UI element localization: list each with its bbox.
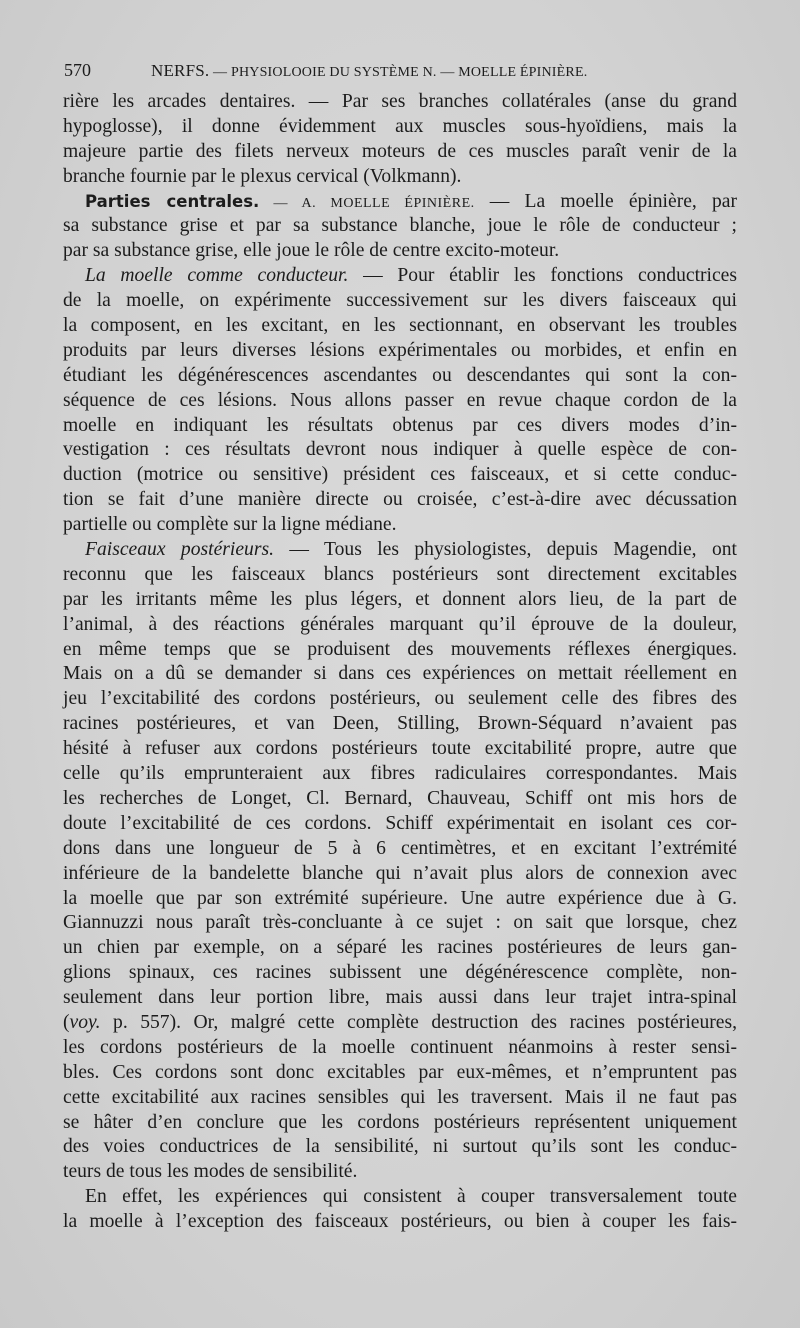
- running-header: [64, 60, 736, 84]
- open-paren: (: [63, 1011, 70, 1033]
- text-line: des voies conductrices de la sensibilité, ni surtout qu’ils sont les conduc-: [63, 1136, 737, 1158]
- text-line: Giannuzzi nous paraît très-concluante à ce sujet : on sait que lorsque, chez: [63, 912, 737, 934]
- text-line: glions spinaux, ces racines subissent une dégénérescence complète, non-: [63, 962, 737, 984]
- text-line: en même temps que se produisent des mouvements réflexes énergiques.: [63, 638, 737, 660]
- text-line: racines postérieures, et van Deen, Stilling, Brown-Séquard n’avaient pas: [63, 713, 737, 735]
- text-line: doute l’excitabilité de ces cordons. Schiff expérimentait en isolant ces cor-: [63, 812, 737, 834]
- text-line: inférieure de la bandelette blanche qui n’avait plus alors de connexion avec: [63, 862, 737, 884]
- running-title-section: — PHYSIOLOOIE DU SYSTÈME N. — MOELLE ÉPINIÈRE.: [209, 65, 588, 80]
- text-line: moelle en indiquant les résultats obtenus par ces divers modes d’in-: [63, 414, 737, 436]
- text-line: par sa substance grise, elle joue le rôle de centre excito-moteur.: [63, 240, 560, 262]
- text-line: bles. Ces cordons sont donc excitables par eux-mêmes, et n’empruntent pas: [63, 1061, 737, 1083]
- text-line: de la moelle, on expérimente successivement sur les divers faisceaux qui: [63, 290, 737, 312]
- paragraph-heading-line: [63, 264, 737, 289]
- text-line: seulement dans leur portion libre, mais aussi dans leur trajet intra-spinal: [63, 987, 737, 1009]
- text-line: produits par leurs diverses lésions expérimentales ou morbides, et enfin en: [63, 339, 737, 361]
- text-line: se hâter d’en conclure que les cordons postérieurs représentent uniquement: [63, 1111, 737, 1133]
- text-line: jeu l’excitabilité des cordons postérieurs, ou seulement celle des fibres des: [63, 688, 737, 710]
- page-number: 570: [64, 60, 91, 80]
- text-line: Mais on a dû se demander si dans ces expériences on mettait réellement en: [63, 663, 737, 685]
- text-line: dons dans une longueur de 5 à 6 centimètres, et en excitant l’extrémité: [63, 837, 737, 859]
- text-line: celle qu’ils emprunteraient aux fibres radiculaires correspondantes. Mais: [63, 763, 737, 785]
- text-line: les cordons postérieurs de la moelle continuent néanmoins à rester sensi-: [63, 1036, 737, 1058]
- text-line: étudiant les dégénérescences ascendantes ou descendantes qui sont la con-: [63, 364, 737, 386]
- paragraph-line-rest: — Tous les physiologistes, depuis Magendie, ont: [273, 539, 737, 561]
- section-heading: Parties centrales.: [85, 191, 260, 211]
- text-line: par les irritants même les plus légers, et donnent alors lieu, de la part de: [63, 588, 737, 610]
- text-line: un chien par exemple, on a séparé les racines postérieures de leurs gan-: [63, 937, 737, 959]
- body-text: [63, 90, 737, 1235]
- citation-line: [63, 1011, 737, 1036]
- paragraph-line-rest: — Pour établir les fonctions conductrices: [348, 265, 737, 287]
- text-line: hésité à refuser aux cordons postérieurs toute excitabilité propre, autre que: [63, 738, 737, 760]
- paragraph-heading-faisceaux: Faisceaux postérieurs.: [85, 539, 274, 561]
- text-line: sa substance grise et par sa substance blanche, joue le rôle de conducteur ;: [63, 215, 737, 237]
- text-line: partielle ou complète sur la ligne médiane.: [63, 514, 397, 536]
- text-line: En effet, les expériences qui consistent à couper transversalement toute: [85, 1186, 737, 1208]
- subsection-label: — A. MOELLE ÉPINIÈRE.: [259, 195, 475, 211]
- text-line: cette excitabilité aux racines sensibles qui les traversent. Mais il ne faut pas: [63, 1086, 737, 1108]
- running-title: [151, 61, 587, 81]
- text-line: la moelle à l’exception des faisceaux postérieurs, ou bien à couper les fais-: [63, 1211, 737, 1233]
- citation-line-rest: p. 557). Or, malgré cette complète destruction des racines postérieures,: [100, 1011, 737, 1033]
- text-line: tion se fait d’une manière directe ou croisée, c’est-à-dire avec décussation: [63, 489, 737, 511]
- section-heading-line: [63, 190, 737, 215]
- text-line: hypoglosse), il donne évidemment aux muscles sous-hyoïdiens, mais la: [63, 115, 737, 137]
- text-line: vestigation : ces résultats devront nous indiquer à quelle espèce de con-: [63, 439, 737, 461]
- text-line: branche fournie par le plexus cervical (Volkmann).: [63, 165, 462, 187]
- heading-line-rest: — La moelle épinière, par: [474, 190, 737, 212]
- text-line: les recherches de Longet, Cl. Bernard, Chauveau, Schiff ont mis hors de: [63, 787, 737, 809]
- paragraph-heading-moelle: La moelle comme conducteur.: [85, 265, 349, 287]
- text-line: majeure partie des filets nerveux moteurs de ces muscles paraît venir de la: [63, 140, 737, 162]
- text-line: séquence de ces lésions. Nous allons passer en revue chaque cordon de la: [63, 389, 737, 411]
- citation-voy: voy.: [69, 1011, 101, 1033]
- paragraph-heading-line: [63, 538, 737, 563]
- text-line: la composent, en les excitant, en les sectionnant, en observant les troubles: [63, 315, 737, 337]
- text-line: rière les arcades dentaires. — Par ses branches collatérales (anse du grand: [63, 91, 737, 112]
- text-line: duction (motrice ou sensitive) président ces faisceaux, et si cette conduc-: [63, 464, 737, 486]
- text-line: teurs de tous les modes de sensibilité.: [63, 1161, 358, 1183]
- text-line: la moelle que par son extrémité supérieure. Une autre expérience due à G.: [63, 887, 737, 909]
- text-line: l’animal, à des réactions générales marquant qu’il éprouve de la douleur,: [63, 613, 737, 635]
- text-line: reconnu que les faisceaux blancs postérieurs sont directement excitables: [63, 563, 737, 585]
- running-title-nerfs: NERFS.: [151, 61, 210, 80]
